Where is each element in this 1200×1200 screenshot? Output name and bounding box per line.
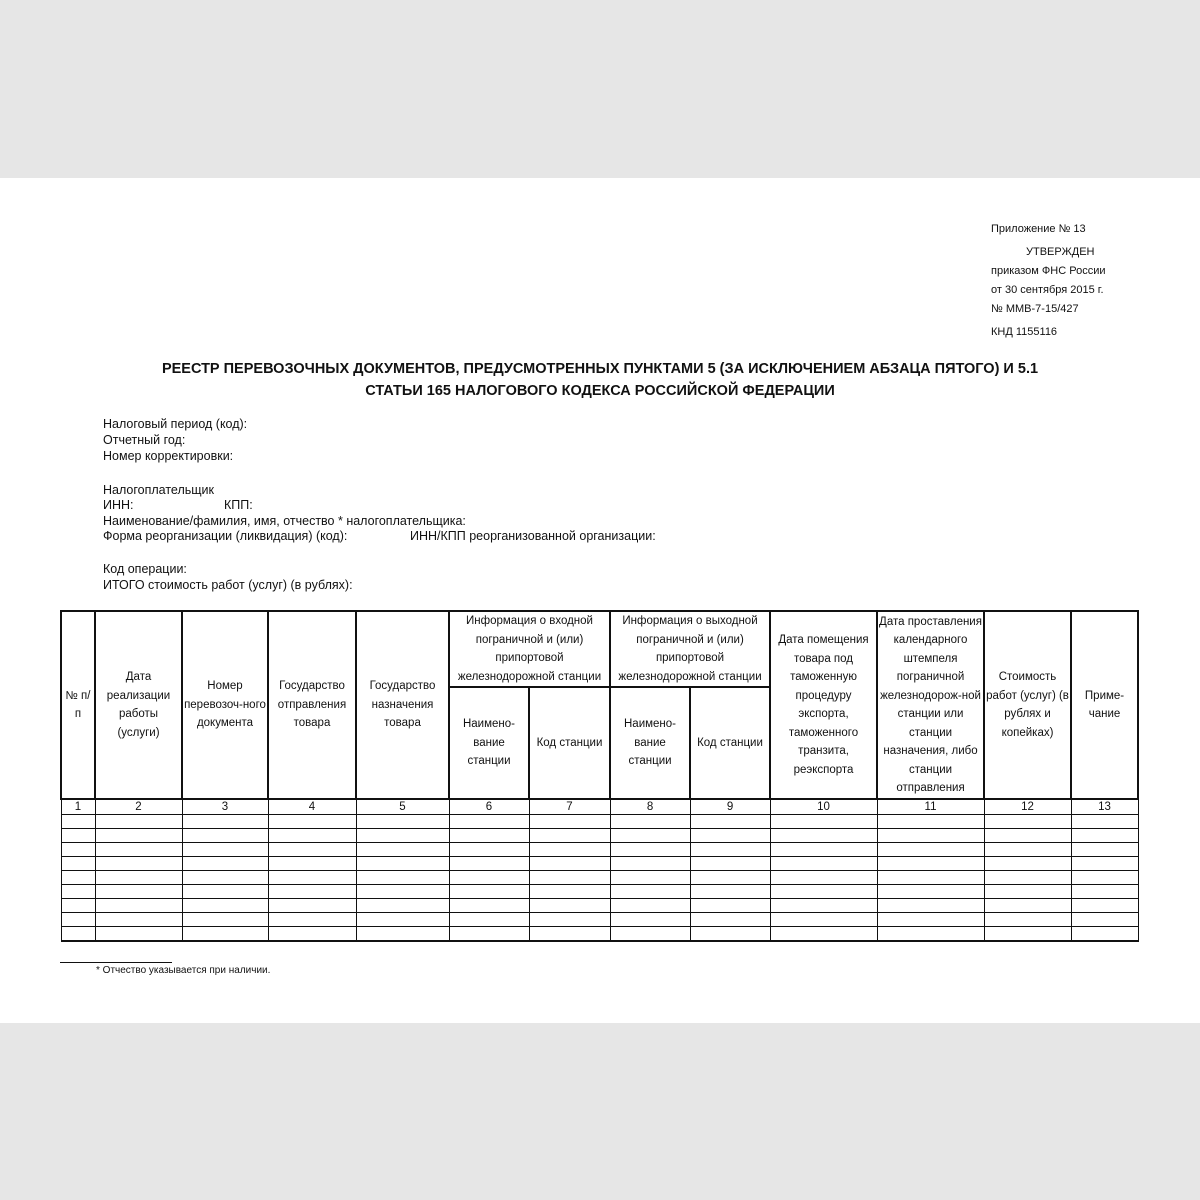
table-cell [529, 913, 610, 927]
column-number-row [61, 799, 1138, 815]
col-header-9: Код станции [690, 687, 770, 799]
table-row [61, 899, 1138, 913]
col-number: 9 [690, 799, 770, 815]
document-sheet [0, 178, 1200, 1023]
table-row [61, 829, 1138, 843]
table-cell [356, 857, 449, 871]
table-cell [1071, 829, 1138, 843]
table-cell [61, 815, 95, 829]
col-header-3: Номер перевозоч-ного документа [182, 611, 268, 799]
table-cell [268, 871, 356, 885]
table-cell [1071, 857, 1138, 871]
table-cell [182, 885, 268, 899]
operation-code-label: Код операции: [103, 562, 187, 576]
col-number: 1 [61, 799, 95, 815]
table-cell [690, 815, 770, 829]
table-cell [95, 857, 182, 871]
table-cell [984, 815, 1071, 829]
table-cell [356, 885, 449, 899]
document-title [100, 358, 1100, 402]
table-cell [610, 857, 690, 871]
table-cell [449, 871, 529, 885]
table-cell [61, 899, 95, 913]
table-cell [268, 815, 356, 829]
table-cell [95, 913, 182, 927]
col-number: 2 [95, 799, 182, 815]
col-header-6: Наимено-вание станции [449, 687, 529, 799]
table-cell [877, 885, 984, 899]
table-row [61, 857, 1138, 871]
table-cell [268, 899, 356, 913]
table-cell [610, 913, 690, 927]
col-number: 11 [877, 799, 984, 815]
table-cell [610, 871, 690, 885]
table-cell [95, 899, 182, 913]
table-row [61, 927, 1138, 942]
col-number: 3 [182, 799, 268, 815]
table-cell [770, 843, 877, 857]
table-cell [984, 857, 1071, 871]
table-cell [984, 829, 1071, 843]
title-line-1: РЕЕСТР ПЕРЕВОЗОЧНЫХ ДОКУМЕНТОВ, ПРЕДУСМОТРЕННЫХ ПУНКТАМИ 5 (ЗА ИСКЛЮЧЕНИЕМ АБЗАЦА ПЯТОГО) И 5.1 [161, 361, 1039, 377]
table-cell [690, 829, 770, 843]
table-cell [984, 913, 1071, 927]
table-row [61, 815, 1138, 829]
reorganized-inn-kpp-label: ИНН/КПП реорганизованной организации: [410, 529, 656, 543]
table-cell [1071, 927, 1138, 942]
table-cell [529, 927, 610, 942]
table-cell [268, 885, 356, 899]
tax-period-label: Налоговый период (код): [103, 417, 248, 431]
table-cell [529, 899, 610, 913]
table-row [61, 871, 1138, 885]
table-cell [61, 913, 95, 927]
table-cell [61, 843, 95, 857]
table-cell [690, 899, 770, 913]
table-cell [449, 927, 529, 942]
taxpayer-name-label: Наименование/фамилия, имя, отчество * налогоплательщика: [103, 514, 466, 528]
table-cell [268, 857, 356, 871]
col-header-4: Государство отправления товара [268, 611, 356, 799]
table-cell [770, 815, 877, 829]
table-cell [877, 871, 984, 885]
col-number: 13 [1071, 799, 1138, 815]
table-body [61, 815, 1138, 942]
table-cell [770, 871, 877, 885]
taxpayer-label: Налогоплательщик [103, 483, 215, 497]
table-cell [449, 857, 529, 871]
total-cost-label: ИТОГО стоимость работ (услуг) (в рублях): [103, 578, 353, 592]
table-cell [449, 899, 529, 913]
table-cell [95, 815, 182, 829]
table-cell [449, 913, 529, 927]
table-cell [529, 885, 610, 899]
table-cell [356, 913, 449, 927]
table-cell [770, 857, 877, 871]
table-cell [1071, 885, 1138, 899]
table-cell [690, 871, 770, 885]
table-cell [61, 857, 95, 871]
table-cell [984, 899, 1071, 913]
col-number: 6 [449, 799, 529, 815]
table-cell [690, 927, 770, 942]
table-cell [877, 927, 984, 942]
table-cell [182, 815, 268, 829]
table-cell [95, 843, 182, 857]
table-cell [770, 913, 877, 927]
table-cell [610, 927, 690, 942]
col-header-5: Государство назначения товара [356, 611, 449, 799]
table-cell [449, 843, 529, 857]
col-group-exit-station: Информация о выходной пограничной и (или) припортовой железнодорожной станции [610, 611, 770, 687]
table-cell [529, 815, 610, 829]
table-cell [690, 913, 770, 927]
table-cell [182, 927, 268, 942]
table-header-row [61, 611, 1138, 687]
col-header-13: Приме-чание [1071, 611, 1138, 799]
table-cell [61, 927, 95, 942]
table-cell [690, 857, 770, 871]
approved-label: УТВЕРЖДЕН [1026, 246, 1095, 258]
appendix-label: Приложение № 13 [991, 223, 1086, 235]
table-cell [182, 871, 268, 885]
order-line-1: приказом ФНС России [991, 265, 1106, 277]
col-header-7: Код станции [529, 687, 610, 799]
table-cell [610, 899, 690, 913]
table-row [61, 913, 1138, 927]
footnote-divider [60, 962, 172, 963]
table-cell [877, 829, 984, 843]
table-cell [1071, 843, 1138, 857]
table-cell [877, 815, 984, 829]
table-cell [1071, 815, 1138, 829]
table-cell [449, 885, 529, 899]
table-cell [1071, 913, 1138, 927]
table-cell [95, 871, 182, 885]
table-cell [690, 885, 770, 899]
table-cell [877, 857, 984, 871]
table-cell [690, 843, 770, 857]
col-header-8: Наимено-вание станции [610, 687, 690, 799]
reorganization-form-label: Форма реорганизации (ликвидация) (код): [103, 529, 348, 543]
inn-label: ИНН: [103, 498, 134, 512]
table-cell [877, 899, 984, 913]
table-cell [610, 843, 690, 857]
table-cell [356, 899, 449, 913]
table-cell [356, 843, 449, 857]
table-cell [61, 829, 95, 843]
table-cell [182, 913, 268, 927]
table-cell [356, 871, 449, 885]
table-cell [770, 885, 877, 899]
table-cell [529, 843, 610, 857]
table-cell [182, 829, 268, 843]
table-cell [610, 815, 690, 829]
table-cell [1071, 871, 1138, 885]
col-number: 5 [356, 799, 449, 815]
col-number: 8 [610, 799, 690, 815]
table-cell [449, 815, 529, 829]
order-line-2: от 30 сентября 2015 г. [991, 284, 1104, 296]
table-row [61, 843, 1138, 857]
report-year-label: Отчетный год: [103, 433, 186, 447]
table-cell [984, 885, 1071, 899]
table-cell [268, 927, 356, 942]
table-cell [61, 871, 95, 885]
table-cell [877, 843, 984, 857]
table-cell [182, 843, 268, 857]
footnote: * Отчество указывается при наличии. [96, 965, 271, 976]
col-number: 10 [770, 799, 877, 815]
table-cell [610, 829, 690, 843]
table-cell [182, 899, 268, 913]
table-cell [356, 927, 449, 942]
table-cell [1071, 899, 1138, 913]
register-table [60, 610, 1139, 942]
knd-code: КНД 1155116 [991, 326, 1058, 338]
table-cell [268, 913, 356, 927]
table-cell [95, 829, 182, 843]
table-cell [529, 857, 610, 871]
col-header-1: № п/п [61, 611, 95, 799]
col-number: 12 [984, 799, 1071, 815]
table-cell [449, 829, 529, 843]
table-cell [770, 899, 877, 913]
table-cell [268, 843, 356, 857]
order-number: № ММВ-7-15/427 [991, 303, 1079, 315]
correction-number-label: Номер корректировки: [103, 449, 234, 463]
col-header-10: Дата помещения товара под таможенную процедуру экспорта, таможенного транзита, реэкспорта [770, 611, 877, 799]
table-cell [770, 829, 877, 843]
col-header-11: Дата проставления календарного штемпеля пограничной железнодорож-ной станции или станции назначения, либо станции отправления [877, 611, 984, 799]
col-group-entry-station: Информация о входной пограничной и (или) припортовой железнодорожной станции [449, 611, 610, 687]
table-cell [984, 843, 1071, 857]
table-cell [770, 927, 877, 942]
col-number: 4 [268, 799, 356, 815]
table-cell [356, 829, 449, 843]
table-row [61, 885, 1138, 899]
table-cell [984, 871, 1071, 885]
title-line-2: СТАТЬИ 165 НАЛОГОВОГО КОДЕКСА РОССИЙСКОЙ ФЕДЕРАЦИИ [365, 383, 835, 399]
col-number: 7 [529, 799, 610, 815]
table-cell [610, 885, 690, 899]
kpp-label: КПП: [224, 498, 253, 512]
approval-block [991, 220, 1171, 342]
table-cell [356, 815, 449, 829]
table-cell [529, 871, 610, 885]
table-cell [529, 829, 610, 843]
col-header-2: Дата реализации работы (услуги) [95, 611, 182, 799]
table-cell [268, 829, 356, 843]
col-header-12: Стоимость работ (услуг) (в рублях и копейках) [984, 611, 1071, 799]
table-cell [877, 913, 984, 927]
table-cell [61, 885, 95, 899]
table-cell [984, 927, 1071, 942]
table-cell [182, 857, 268, 871]
table-cell [95, 927, 182, 942]
table-cell [95, 885, 182, 899]
